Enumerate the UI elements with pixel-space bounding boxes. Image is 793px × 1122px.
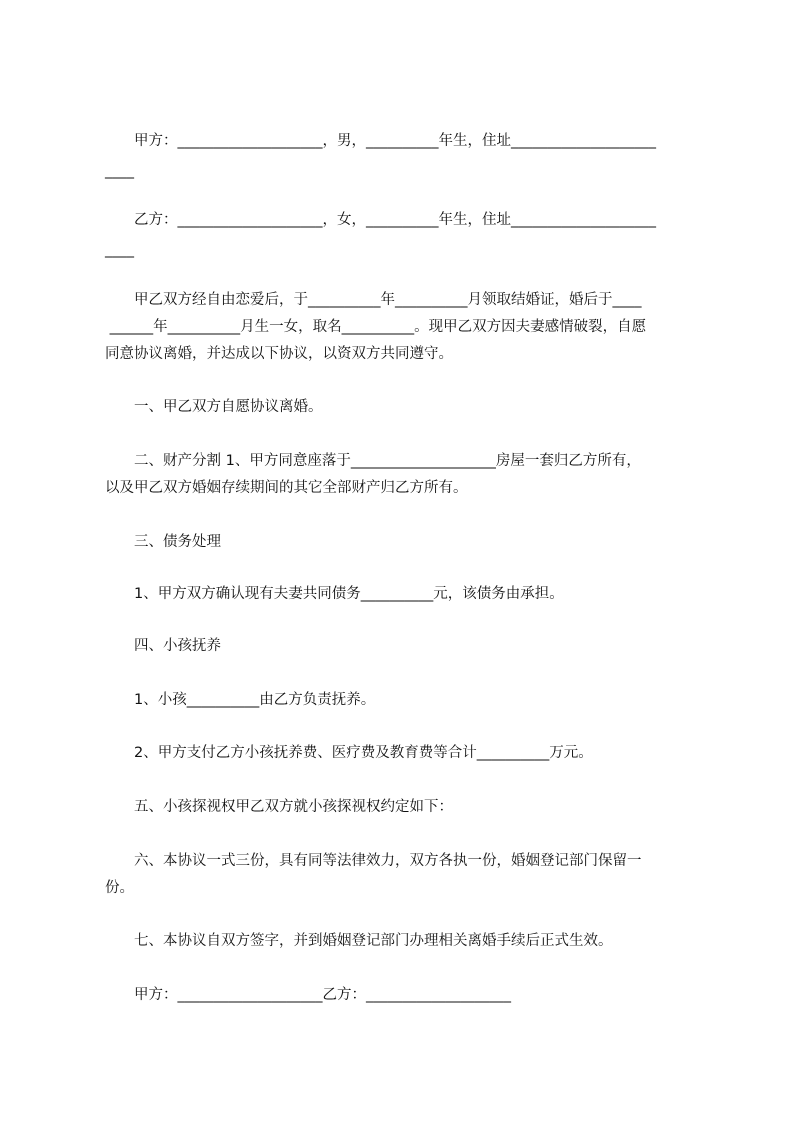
party-a-info-cont: ____ (105, 163, 134, 179)
clause-3-heading: 三、债务处理 (105, 534, 221, 550)
clause-7: 七、本协议自双方签字，并到婚姻登记部门办理相关离婚手续后正式生效。 (105, 933, 613, 949)
clause-5: 五、小孩探视权甲乙双方就小孩探视权约定如下： (105, 799, 453, 815)
clause-1: 一、甲乙双方自愿协议离婚。 (105, 399, 323, 415)
clause-6-line-2: 份。 (105, 880, 134, 896)
party-a-info: 甲方：____________________，男，__________年生，住址____________________ (105, 133, 656, 149)
clause-4-heading: 四、小孩抚养 (105, 638, 221, 654)
party-b-info: 乙方：____________________，女，__________年生，住址____________________ (105, 212, 656, 228)
marriage-intro-line-2: ______年__________月生一女，取名__________。现甲乙双方因夫妻感情破裂，自愿 (105, 319, 647, 335)
clause-4-item-2: 2、甲方支付乙方小孩抚养费、医疗费及教育费等合计__________万元。 (105, 745, 593, 761)
marriage-intro-line-1: 甲乙双方经自由恋爱后，于__________年__________月领取结婚证，婚后于____ (105, 292, 642, 308)
signature-line: 甲方：____________________乙方：____________________ (105, 987, 511, 1003)
marriage-intro-line-3: 同意协议离婚，并达成以下协议，以资双方共同遵守。 (105, 346, 453, 362)
party-b-info-cont: ____ (105, 242, 134, 258)
clause-6-line-1: 六、本协议一式三份，具有同等法律效力，双方各执一份，婚姻登记部门保留一 (105, 853, 642, 869)
clause-2-line-1: 二、财产分割 1、甲方同意座落于____________________房屋一套归乙方所有， (105, 453, 641, 469)
clause-4-item-1: 1、小孩__________由乙方负责抚养。 (105, 692, 376, 708)
clause-2-line-2: 以及甲乙双方婚姻存续期间的其它全部财产归乙方所有。 (105, 480, 468, 496)
clause-3-item-1: 1、甲方双方确认现有夫妻共同债务__________元，该债务由承担。 (105, 586, 564, 602)
